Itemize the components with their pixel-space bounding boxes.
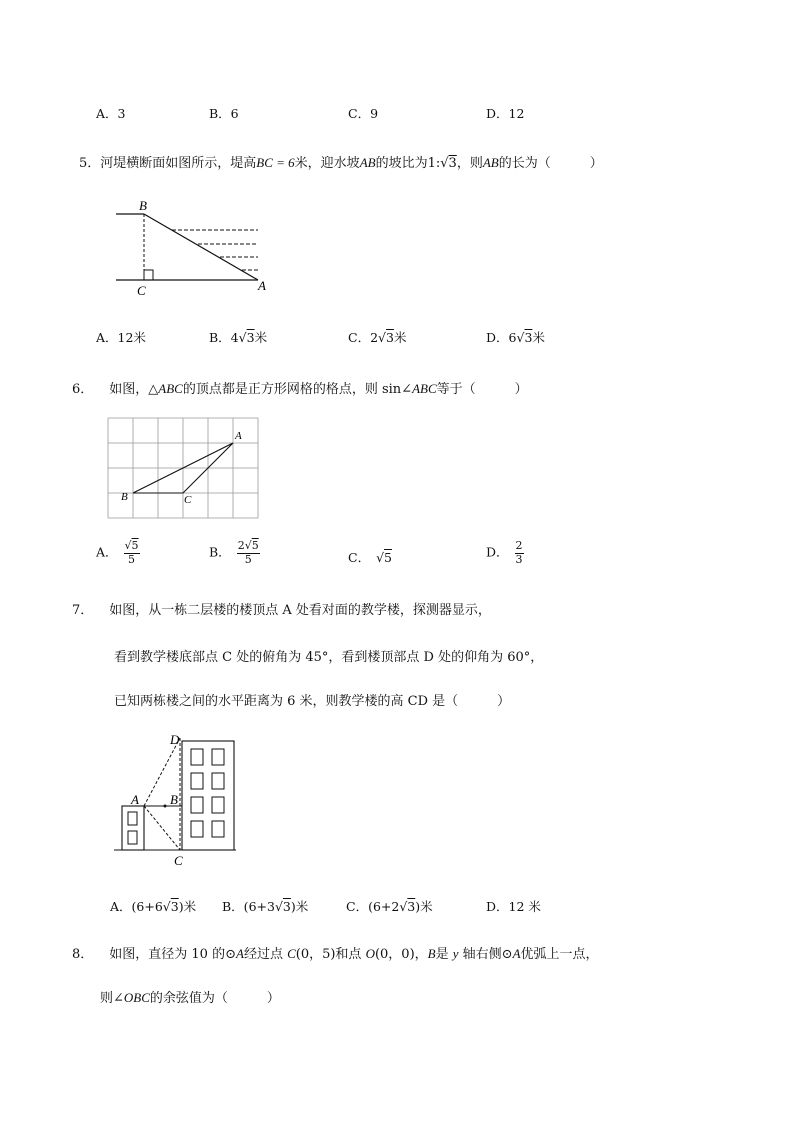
q7-buildings-figure: [108, 728, 248, 868]
q8-stem-line1: 8． 如图，直径为 10 的⊙A经过点 C(0，5)和点 O(0，0)，B是 y 轴右侧⊙A优弧上一点，: [72, 946, 599, 962]
q7-stem-line2: 看到教学楼底部点 C 处的俯角为 45°，看到楼顶部点 D 处的仰角为 60°，: [114, 650, 544, 665]
q5-stem: 5．河堤横断面如图所示，堤高BC = 6米，迎水坡AB的坡比为1:√3，则AB的长为（ ）: [79, 155, 603, 171]
q7-label-c: C: [174, 853, 183, 868]
q6-option-b: B． $\frac{2√5}{5}$: [209, 539, 259, 566]
q8-stem-line2: 则∠OBC的余弦值为（ ）: [100, 990, 280, 1006]
q7-option-b: B．(6+3√3)米: [222, 899, 309, 914]
q7-label-d: D: [170, 732, 180, 747]
q5-option-c: C．2√3米: [348, 330, 407, 345]
q4-option-d: D．12: [486, 106, 525, 121]
q5-option-d: D．6√3米: [486, 330, 545, 345]
q4-option-c: C．9: [348, 106, 379, 121]
q4-option-a: A．3: [96, 106, 126, 121]
q5-option-a: A．12米: [96, 330, 146, 345]
q7-option-c: C．(6+2√3)米: [346, 899, 433, 914]
q6-option-c: C． √5: [348, 550, 392, 565]
sqrt-sign-icon: √: [440, 156, 449, 171]
q7-option-d: D．12 米: [486, 899, 541, 914]
q7-stem-line3: 已知两栋楼之间的水平距离为 6 米，则教学楼的高 CD 是（ ）: [114, 694, 511, 709]
q5-option-b: B．4√3米: [209, 330, 268, 345]
q5-dam-figure: [110, 196, 280, 300]
q6-option-d: D． $\frac{2}{3}$: [486, 539, 523, 566]
q6-label-c: C: [184, 494, 192, 506]
q6-label-a: A: [235, 430, 242, 442]
q6-stem: 6． 如图，△ABC的顶点都是正方形网格的格点，则 sin∠ABC等于（ ）: [72, 381, 528, 397]
q5-label-a: A: [258, 278, 266, 293]
q6-grid-figure: [104, 414, 264, 524]
q7-label-a: A: [131, 792, 139, 807]
q6-label-b: B: [121, 491, 128, 503]
q5-label-b: B: [139, 198, 147, 213]
q7-label-b: B: [170, 792, 178, 807]
q7-option-a: A．(6+6√3)米: [110, 899, 197, 914]
q6-option-a: A． $\frac{√5}{5}$: [96, 539, 139, 566]
q5-label-c: C: [137, 283, 146, 298]
q7-stem-line1: 7． 如图，从一栋二层楼的楼顶点 A 处看对面的教学楼，探测器显示，: [72, 603, 491, 618]
q4-option-b: B．6: [209, 106, 239, 121]
